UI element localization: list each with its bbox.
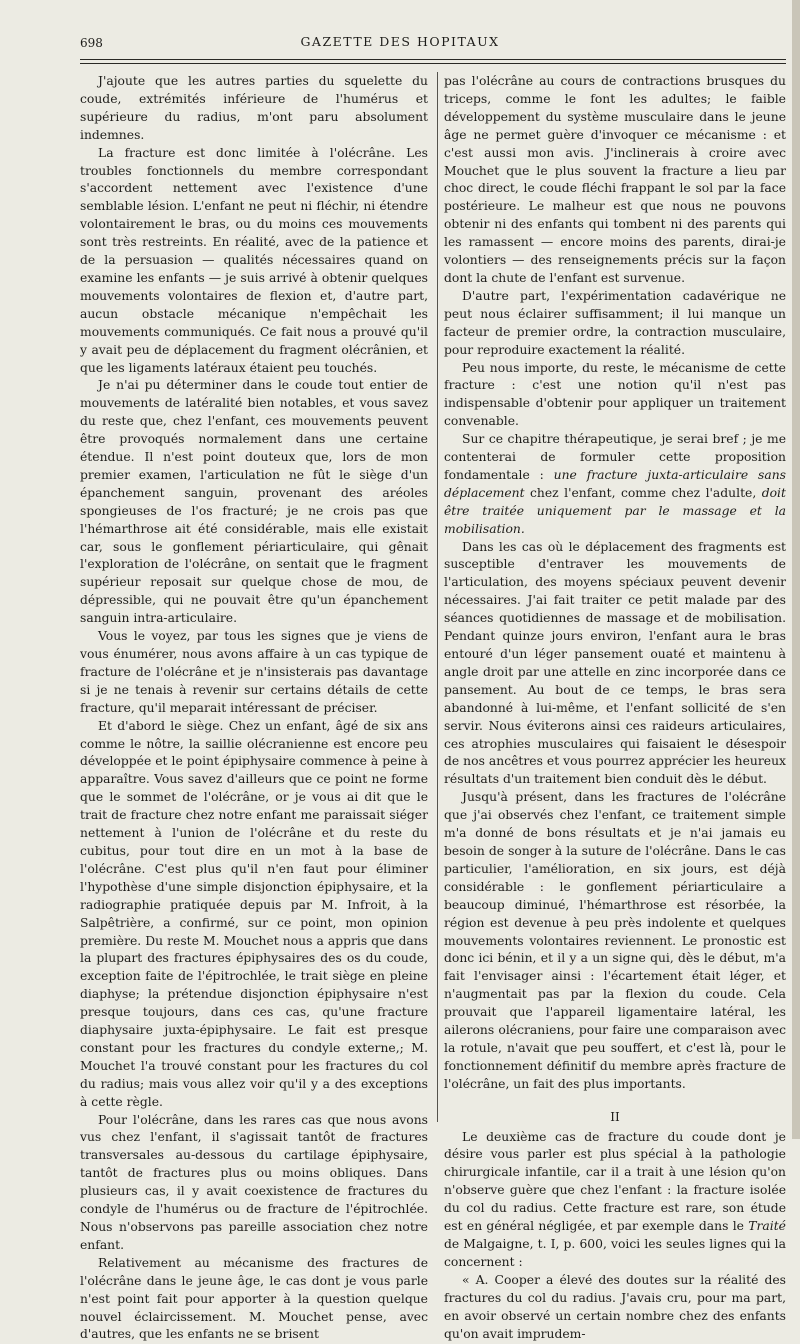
text: Sur ce chapitre thérapeutique, je serai bref ; je me contenterai de formuler cette proposition fondamentale : xyxy=(444,432,786,482)
paragraph: Pour l'olécrâne, dans les rares cas que nous avons vus chez l'enfant, il s'agissait tantôt de fractures transversales au-dessous du cartilage épiphysaire, tantôt de fractures plus ou moins obliques. Dans plusieurs cas, il y avait coexistence de fractures du condyle de l'humérus ou de fracture de l'épitrochlée. Nous n'observons pas pareille association chez notre enfant. xyxy=(80,1112,428,1252)
emphasis: doit être traitée uniquement par le massage et la mobilisation. xyxy=(444,485,786,536)
paragraph: Dans les cas où le déplacement des fragments est susceptible d'entraver les mouvements de l'articulation, des moyens spéciaux peuvent devenir nécessaires. J'ai fait traiter ce petit malade par des séances quotidiennes de massage et de mobilisation. Pendant quinze jours environ, l'enfant aura le bras entouré d'un léger pansement ouaté et maintenu à angle droit par une attelle en zinc incorporée dans ce pansement. Au bout de ce temps, le bras sera abandonné à lui-même, et l'enfant sollicité de s'en servir. Nous éviterons ainsi ces raideurs articulaires, ces atrophies musculaires qui faisaient le désespoir de nos ancêtres et vous pourrez apprécier les heureux résultats d'un traitement bien conduit dès le début. xyxy=(444,539,786,787)
page-edge xyxy=(792,0,800,1139)
paragraph-quote: « A. Cooper a élevé des doutes sur la réalité des fractures du col du radius. J'avais cru, pour ma part, en avoir observé un certain nombre chez des enfants qu'on avait imprudem- xyxy=(444,1272,786,1341)
column-divider xyxy=(437,72,438,1122)
page-number: 698 xyxy=(80,36,103,50)
paragraph: Relativement au mécanisme des fractures de l'olécrâne dans le jeune âge, le cas dont je vous parle n'est point fait pour apporter à la question quelque nouvel éclaircissement. M. Mouchet pense, avec d'autres, que les enfants ne se brisent xyxy=(80,1255,428,1342)
left-column xyxy=(80,73,428,1344)
paragraph: Et d'abord le siège. Chez un enfant, âgé de six ans comme le nôtre, la saillie olécranienne est encore peu développée et le point épiphysaire commence à peine à apparaître. Vous savez d'ailleurs que ce point ne forme que le sommet de l'olécrâne, or je vous ai dit que le trait de fracture chez notre enfant me paraissait siéger nettement à l'union de l'olécrâne et du reste du cubitus, pour tout dire en un mot à la base de l'olécrâne. C'est plus qu'il n'en faut pour éliminer l'hypothèse d'une simple disjonction épiphysaire, et la radiographie pratiquée depuis par M. Infroit, à la Salpêtrière, a confirmé, sur ce point, mon opinion première. Du reste M. Mouchet nous a appris que dans la plupart des fractures épiphysaires des os du coude, exception faite de l'épitrochlée, le trait siège en pleine diaphyse; la prétendue disjonction épiphysaire n'est presque toujours, dans ces cas, qu'une fracture diaphysaire juxta-épiphysaire. Le fait est presque constant pour les fractures du condyle externe,; M. Mouchet l'a trouvé constant pour les fractures du col du radius; mais vous allez voir qu'il y a des exceptions à cette règle. xyxy=(80,718,428,1109)
paragraph-proposition xyxy=(444,431,786,538)
header-rule-bottom xyxy=(80,63,786,64)
paragraph: D'autre part, l'expérimentation cadavérique ne peut nous éclairer suffisamment; il lui manque un facteur de premier ordre, la contraction musculaire, pour reproduire exactement la réalité. xyxy=(444,288,786,357)
paragraph-continuation: pas l'olécrâne au cours de contractions brusques du triceps, comme le font les adultes; le faible développement du système musculaire dans le jeune âge ne permet guère d'invoquer ce mécanisme : et c'est aussi mon avis. J'inclinerais à croire avec Mouchet que le plus souvent la fracture a lieu par choc direct, le coude fléchi frappant le sol par la face postérieure. Le malheur est que nous ne pouvons obtenir ni des enfants qui tombent ni des parents qui les ramassent — encore moins des parents, dirai-je volontiers — des renseignements précis sur la façon dont la chute de l'enfant est survenue. xyxy=(444,74,786,285)
right-column xyxy=(444,73,786,1343)
text: Le deuxième cas de fracture du coude dont je désire vous parler est plus spécial à la pathologie chirurgicale infantile, car il a trait à une lésion qu'on n'observe guère que chez l'enfant : la fracture isolée du col du radius. Cette fracture est rare, son étude est en général négligée, et par exemple dans le xyxy=(444,1129,786,1234)
paragraph: La fracture est donc limitée à l'olécrâne. Les troubles fonctionnels du membre correspondant s'accordent nettement avec l'existence d'une semblable lésion. L'enfant ne peut ni fléchir, ni étendre volontairement le bras, ou du moins ces mouvements sont très restreints. En réalité, avec de la patience et de la persuasion — qualités nécessaires quand on examine les enfants — je suis arrivé à obtenir quelques mouvements volontaires de flexion et, d'autre part, aucun obstacle mécanique n'empêchait les mouvements communiqués. Ce fait nous a prouvé qu'il y avait peu de déplacement du fragment olécrânien, et que les ligaments latéraux étaient peu touchés. xyxy=(80,145,428,375)
text: chez l'enfant, comme chez l'adulte, xyxy=(530,485,757,500)
paragraph: Jusqu'à présent, dans les fractures de l'olécrâne que j'ai observés chez l'enfant, ce traitement simple m'a donné de bons résultats et je n'ai jamais eu besoin de songer à la suture de l'olécrâne. Dans le cas particulier, l'amélioration, en six jours, est déjà considérable : le gonflement périarticulaire a beaucoup diminué, l'hémarthrose est résorbée, la région est devenue à peu près indolente et quelques mouvements volontaires reviennent. Le pronostic est donc ici bénin, et il y a un signe qui, dès le début, m'a fait l'envisager ainsi : l'écartement était léger, et n'augmentait pas par la flexion du coude. Cela prouvait que l'appareil ligamentaire latéral, les ailerons olécraniens, pour faire une comparaison avec la rotule, n'avait que peu souffert, et c'est là, pour le fonctionnement définitif du membre après fracture de l'olécrâne, un fait des plus importants. xyxy=(444,790,786,1091)
paragraph: Je n'ai pu déterminer dans le coude tout entier de mouvements de latéralité bien notables, et vous savez du reste que, chez l'enfant, ces mouvements peuvent être provoqués normalement dans une certaine étendue. Il n'est point douteux que, lors de mon premier examen, l'articulation ne fût le siège d'un épanchement sanguin, provenant des aréoles spongieuses de l'os fracturé; je ne crois pas que l'hémarthrose ait été considérable, mais elle existait car, sous le gonflement périarticulaire, qui gênait l'exploration de l'olécrâne, on sentait que le fragment supérieur reposait sur quelque chose de mou, de dépressible, qui ne pouvait être qu'un épanchement sanguin intra-articulaire. xyxy=(80,378,428,626)
paragraph: Peu nous importe, du reste, le mécanisme de cette fracture : c'est une notion qu'il n'est pas indispensable d'obtenir pour appliquer un traitement convenable. xyxy=(444,360,786,429)
text: de Malgaigne, t. I, p. 600, voici les seules lignes qui la concernent : xyxy=(444,1237,786,1269)
emphasis: une fracture juxta-articulaire sans déplacement xyxy=(444,467,786,500)
paragraph xyxy=(444,1129,786,1272)
section-number: II xyxy=(610,1109,620,1124)
paragraph: Vous le voyez, par tous les signes que je viens de vous énumérer, nous avons affaire à un cas typique de fracture de l'olécrâne et je n'insisterais pas davantage si je ne tenais à revenir sur certains détails de cette fracture, qu'il meparait intéressant de préciser. xyxy=(80,629,428,715)
paragraph: J'ajoute que les autres parties du squelette du coude, extrémités inférieure de l'humérus et supérieure du radius, m'ont paru absolument indemnes. xyxy=(80,74,428,142)
header-rule-top xyxy=(80,59,786,60)
running-title: GAZETTE DES HOPITAUX xyxy=(300,34,500,49)
emphasis: Traité xyxy=(748,1219,786,1234)
